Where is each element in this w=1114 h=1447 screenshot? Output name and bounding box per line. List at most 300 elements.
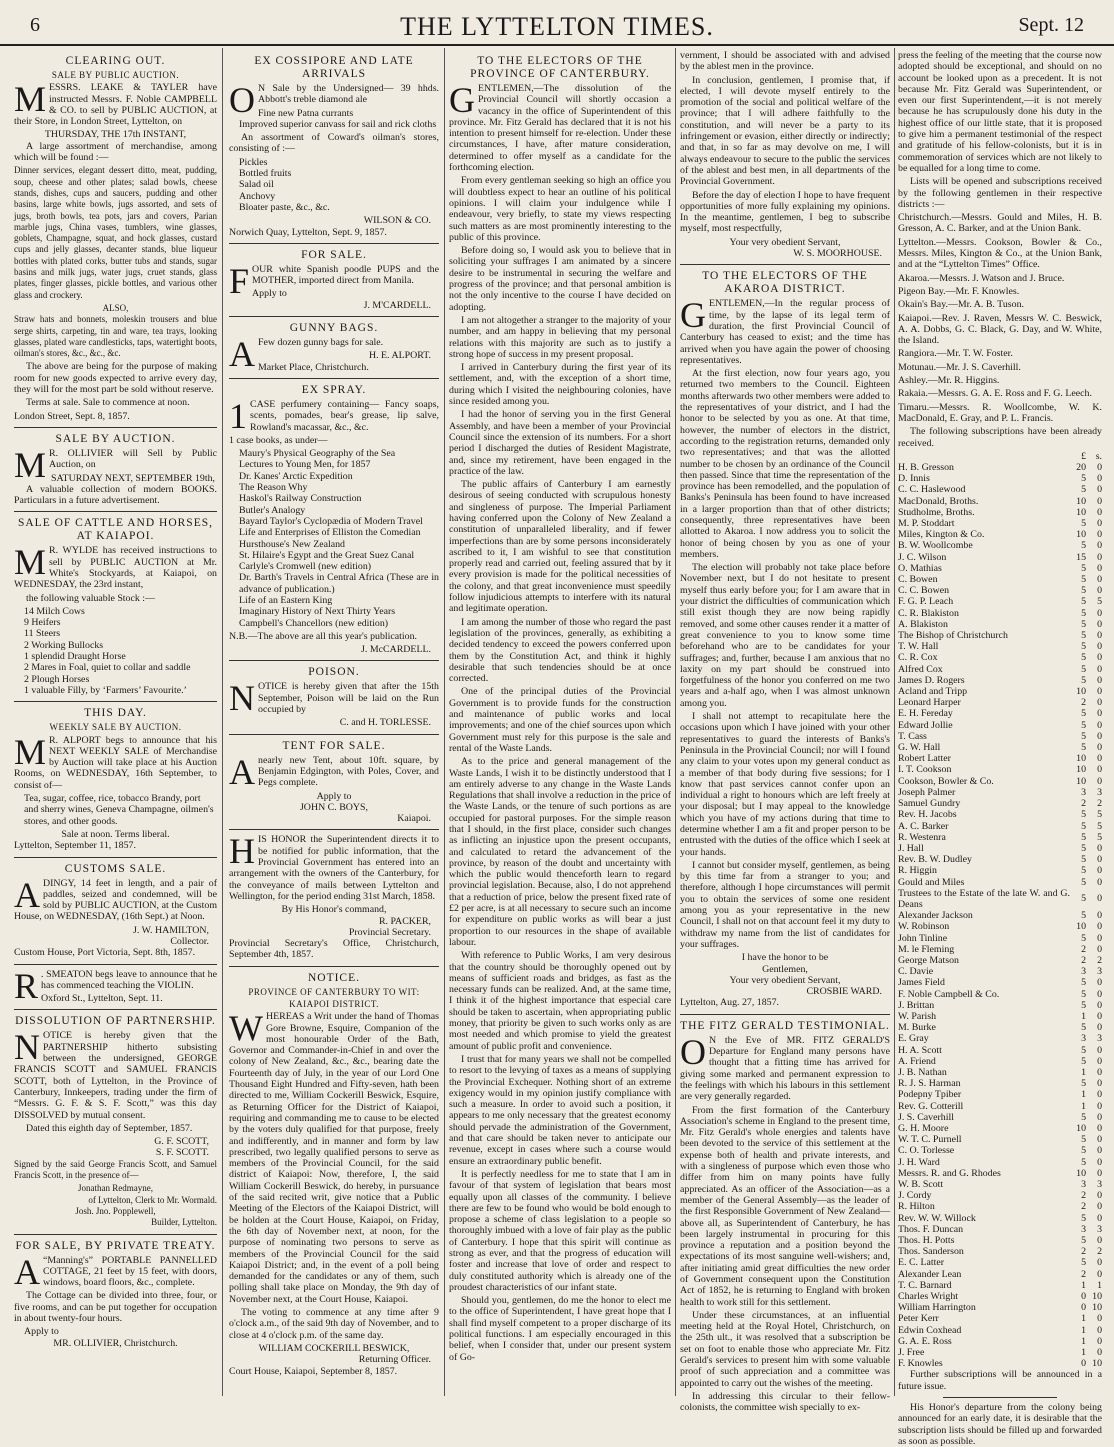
ad-body: nearly new Tent, about 10ft. square, by Benjamin Edgington, with Poles, Cover, and Pegs complete. bbox=[258, 754, 439, 789]
column-rule bbox=[222, 48, 223, 1396]
subscription-pounds: 10 bbox=[1076, 529, 1086, 541]
subscription-shillings: 10 bbox=[1092, 1291, 1102, 1303]
subscription-pounds: 5 bbox=[1081, 607, 1086, 619]
subscription-pounds: 5 bbox=[1081, 988, 1086, 1000]
subscription-name: Edward Jollie bbox=[898, 719, 953, 731]
column-rule bbox=[444, 48, 445, 1396]
ad-text: The Cottage can be divided into three, four, or five rooms, and can be put together for occupation in about twenty-four hours. bbox=[14, 1290, 217, 1325]
subscription-pounds: 5 bbox=[1081, 842, 1086, 854]
ad-by: By His Honor's command, bbox=[281, 904, 387, 916]
list-item: Bayard Taylor's Cyclopædia of Modern Travel bbox=[239, 515, 423, 527]
fitzgerald-testimonial bbox=[680, 1020, 890, 1414]
subscription-name: J. Brittan bbox=[898, 999, 935, 1011]
drop-cap: M bbox=[14, 79, 47, 120]
letter-signature: CROSBIE WARD. bbox=[806, 986, 882, 998]
subscription-shillings: 0 bbox=[1097, 529, 1102, 541]
subscription-name: R. Westenra bbox=[898, 831, 946, 843]
subscription-name: C. C. Bowen bbox=[898, 585, 950, 597]
subscription-name: C. C. Haslewood bbox=[898, 484, 966, 496]
ad-signature-title: Returning Officer. bbox=[358, 1354, 431, 1366]
ad-signature-place: Kaiapoi. bbox=[397, 813, 431, 825]
table-row bbox=[898, 1022, 1102, 1033]
ad-gunny-bags bbox=[229, 322, 439, 373]
letter-moorhouse bbox=[449, 55, 671, 1363]
ad-address: Oxford St., Lyttelton, Sept. 11. bbox=[41, 993, 163, 1005]
subscription-name: C. R. Cox bbox=[898, 652, 938, 664]
subscription-name: C. Davie bbox=[898, 966, 934, 978]
ad-address: Court House, Kaiapoi, September 8, 1857. bbox=[229, 1365, 398, 1377]
subscription-name: Gould and Miles bbox=[898, 876, 965, 888]
subscription-shillings: 0 bbox=[1097, 1212, 1102, 1224]
subscription-pounds: 3 bbox=[1081, 786, 1086, 798]
subscription-shillings: 0 bbox=[1097, 551, 1102, 563]
subscription-name: R. Hilton bbox=[898, 1201, 935, 1213]
testimonial-continued bbox=[898, 50, 1102, 1447]
subscription-name: H. A. Scott bbox=[898, 1044, 942, 1056]
ad-poison bbox=[229, 666, 439, 728]
subscription-shillings: 0 bbox=[1097, 1167, 1102, 1179]
witness-detail: of Lyttelton, Clerk to Mr. Wormald. bbox=[88, 1194, 217, 1205]
subscription-pounds: 20 bbox=[1076, 462, 1086, 473]
subscription-shillings: 0 bbox=[1097, 686, 1102, 698]
table-row bbox=[898, 563, 1102, 574]
subscription-shillings: 0 bbox=[1097, 1145, 1102, 1157]
page-header bbox=[0, 0, 1114, 46]
subscription-name: John Tinline bbox=[898, 932, 948, 944]
ad-subtitle: SALE BY PUBLIC AUCTION. bbox=[51, 70, 180, 80]
ad-kaiapoi-notice bbox=[229, 972, 439, 1377]
subscription-shillings: 0 bbox=[1097, 1078, 1102, 1090]
subscription-name: Samuel Gundry bbox=[898, 798, 961, 810]
subscription-pounds: 5 bbox=[1081, 484, 1086, 496]
divider bbox=[14, 427, 217, 428]
subscription-pounds: 5 bbox=[1081, 473, 1086, 485]
goods-list bbox=[229, 108, 439, 131]
subscription-name: W. T. C. Purnell bbox=[898, 1134, 962, 1146]
subscription-name: I. T. Cookson bbox=[898, 764, 952, 776]
subscription-shillings: 10 bbox=[1092, 1358, 1102, 1370]
table-row bbox=[898, 1033, 1102, 1044]
article-paragraph: From the first formation of the Canterbury Association's scheme in England to the present time, Mr. Fitz Gerald's whole energies and talents have been devoted to the service of this settlement at the expense both of health and private interests, and with a singleness of purpose which even those who differ from him on many points have fully appreciated. As an officer of the Association—as a member of the General Assembly—as the leader of the first Responsible Government of New Zealand—above all, as Superintendent of Canterbury, he has been largely instrumental in procuring for this province a reputation and a position beyond the expectations of its most sanguine well-wishers; and, after initiating amid great difficulties the new order of Government consequent upon the Constitution Act of 1852, he is returning to England with broken health to work still for this settlement. bbox=[680, 1104, 890, 1308]
ad-title: FOR SALE. bbox=[301, 248, 367, 261]
table-row bbox=[898, 832, 1102, 843]
divider bbox=[14, 857, 217, 858]
ad-signature: C. and H. TORLESSE. bbox=[339, 717, 431, 729]
ad-signature: S. F. SCOTT. bbox=[155, 1147, 209, 1159]
table-row bbox=[898, 977, 1102, 988]
ad-body: N Sale by the Undersigned— 39 hhds. Abbott's treble diamond ale bbox=[258, 83, 439, 106]
district-entry: Akaroa.—Messrs. J. Watson and J. Bruce. bbox=[898, 272, 1065, 284]
column-header: s. bbox=[1095, 450, 1102, 462]
district-entry: Timaru.—Messrs. R. Woollcombe, W. K. MacDonald, E. Gray, and P. L. Francis. bbox=[898, 401, 1102, 424]
drop-cap: A bbox=[229, 334, 255, 375]
subscription-pounds: 2 bbox=[1081, 1246, 1086, 1258]
table-row bbox=[898, 518, 1102, 529]
subscription-pounds: 5 bbox=[1081, 742, 1086, 754]
drop-cap: H bbox=[229, 831, 255, 872]
table-row bbox=[898, 1056, 1102, 1067]
subscription-name: T. W. Hall bbox=[898, 641, 939, 653]
subscription-name: G. W. Hall bbox=[898, 742, 941, 754]
district-entry: Ashley.—Mr. R. Higgins. bbox=[898, 375, 1000, 387]
ad-subtitle: PROVINCE OF CANTERBURY TO WIT: bbox=[248, 986, 420, 997]
subscription-shillings: 0 bbox=[1097, 1190, 1102, 1202]
ad-weekly-sale bbox=[14, 707, 217, 851]
table-row bbox=[898, 1067, 1102, 1078]
ad-body: “Manning's” PORTABLE PANNELLED COTTAGE, 21 feet by 15 feet, with doors, windows, board floors, &c., complete. bbox=[43, 1254, 217, 1289]
ad-poodle-pups bbox=[229, 249, 439, 311]
ad-text: A large assortment of merchandise, among which will be found :— bbox=[14, 140, 217, 164]
drop-cap: O bbox=[680, 1031, 706, 1072]
subscription-shillings: 0 bbox=[1097, 697, 1102, 709]
divider bbox=[229, 316, 439, 317]
table-row bbox=[898, 1246, 1102, 1257]
letter-signature: W. S. MOORHOUSE. bbox=[793, 248, 882, 260]
subscription-shillings: 0 bbox=[1097, 1100, 1102, 1112]
subscription-pounds: 1 bbox=[1081, 1324, 1086, 1336]
table-row bbox=[898, 764, 1102, 775]
subscription-shillings: 0 bbox=[1097, 1201, 1102, 1213]
subscription-shillings: 0 bbox=[1097, 562, 1102, 574]
subscription-name: E. Gray bbox=[898, 1033, 929, 1045]
letter-paragraph: I arrived in Canterbury during the first year of its settlement, and, with the exception of a short time, during which I visited the neighbouring colonies, have since resided among you. bbox=[449, 362, 671, 408]
subscription-name: Messrs. R. and G. Rhodes bbox=[898, 1167, 1001, 1179]
subscription-shillings: 0 bbox=[1097, 540, 1102, 552]
letter-moorhouse-continued bbox=[680, 50, 890, 259]
divider bbox=[680, 1014, 890, 1015]
table-row bbox=[898, 507, 1102, 518]
subscription-name: George Matson bbox=[898, 954, 959, 966]
subscription-name: W. Robinson bbox=[898, 921, 950, 933]
ad-goods: Straw hats and bonnets, moleskin trousers and blue serge shirts, carpeting, tin and ware, tea trays, looking glasses, plated ware candlesticks, taps, watertight boots, oilman's stores, &c., &c., &c. bbox=[14, 314, 217, 359]
subscription-shillings: 0 bbox=[1097, 921, 1102, 933]
ad-text: A valuable collection of modern BOOKS. Particulars in a future advertisement. bbox=[14, 483, 217, 507]
district-entry: Rakaia.—Messrs. G. A. E. Ross and F. G. Leech. bbox=[898, 388, 1092, 400]
subscription-name: W. B. Scott bbox=[898, 1179, 944, 1190]
subscription-pounds: 10 bbox=[1076, 686, 1086, 698]
subscription-pounds: 5 bbox=[1081, 977, 1086, 989]
subscription-shillings: 0 bbox=[1097, 1335, 1102, 1347]
ad-sale-by-auction bbox=[14, 433, 217, 506]
subscription-shillings: 0 bbox=[1097, 1044, 1102, 1056]
table-row bbox=[898, 1045, 1102, 1056]
table-row bbox=[898, 1101, 1102, 1112]
list-item: Fine new Patna currants bbox=[258, 107, 354, 119]
ad-tent bbox=[229, 740, 439, 825]
subscription-pounds: 5 bbox=[1081, 518, 1086, 530]
divider bbox=[680, 264, 890, 265]
ad-signature: WILSON & CO. bbox=[363, 215, 431, 227]
divider bbox=[229, 829, 439, 830]
subscription-shillings: 0 bbox=[1097, 1066, 1102, 1078]
column-rule bbox=[894, 48, 895, 1396]
subscription-pounds: 5 bbox=[1081, 630, 1086, 642]
subscription-pounds: 2 bbox=[1081, 697, 1086, 709]
subscription-name: F. G. P. Leach bbox=[898, 596, 954, 608]
district-entry: Motunau.—Mr. J. S. Caverhill. bbox=[898, 361, 1021, 373]
list-item: Life of an Eastern King bbox=[239, 594, 333, 606]
letter-paragraph: One of the principal duties of the Provincial Government is to provide funds for the construction and maintenance of public works and local improvements; and one of the chief sources upon which Government must rely for this purpose is the sale and rental of the Waste Lands. bbox=[449, 686, 671, 754]
ad-date: Dated this eighth day of September, 1857. bbox=[26, 1122, 193, 1134]
subscription-shillings: 0 bbox=[1097, 842, 1102, 854]
table-row bbox=[898, 843, 1102, 854]
table-row bbox=[898, 1201, 1102, 1212]
ad-title: POISON. bbox=[308, 666, 360, 679]
table-row bbox=[898, 462, 1102, 473]
subscription-pounds: 5 bbox=[1081, 652, 1086, 664]
ad-address: Norwich Quay, Lyttelton, Sept. 9, 1857. bbox=[229, 226, 387, 238]
subscription-pounds: 10 bbox=[1076, 506, 1086, 518]
subscriptions-body bbox=[898, 462, 1102, 1369]
drop-cap: N bbox=[229, 678, 255, 719]
subscription-pounds: 5 bbox=[1081, 1111, 1086, 1123]
subscription-name: J. H. Ward bbox=[898, 1156, 940, 1168]
table-row bbox=[898, 641, 1102, 652]
article-paragraph: Lists will be opened and subscriptions received by the following gentlemen in their respective districts :— bbox=[898, 176, 1102, 210]
subscriptions-table bbox=[898, 451, 1102, 1370]
subscription-pounds: 3 bbox=[1081, 1223, 1086, 1235]
subscription-pounds: 0 bbox=[1081, 1291, 1086, 1303]
subscription-shillings: 3 bbox=[1097, 966, 1102, 978]
subscription-shillings: 0 bbox=[1097, 462, 1102, 473]
column-4 bbox=[680, 50, 890, 1414]
table-row bbox=[898, 955, 1102, 966]
table-header-row bbox=[898, 451, 1102, 462]
letter-paragraph: I am not altogether a stranger to the majority of your number, and am happy in believing that my personal relations with this majority are such as to justify a strong hope of success in my present proposal. bbox=[449, 314, 671, 360]
subscription-name: James Field bbox=[898, 977, 945, 989]
ad-signature: WILLIAM COCKERILL BESWICK, bbox=[258, 1342, 410, 1354]
letter-closing: I have the honor to be bbox=[741, 952, 829, 964]
subscription-name: Rev. W. W. Willock bbox=[898, 1212, 976, 1224]
divider bbox=[14, 964, 217, 965]
table-row bbox=[898, 1302, 1102, 1313]
list-item: Pickles bbox=[239, 156, 268, 168]
subscription-pounds: 5 bbox=[1081, 1156, 1086, 1168]
subscription-shillings: 0 bbox=[1097, 1089, 1102, 1101]
subscription-pounds: 5 bbox=[1081, 674, 1086, 686]
subscription-shillings: 0 bbox=[1097, 473, 1102, 485]
ad-title: DISSOLUTION OF PARTNERSHIP. bbox=[15, 1015, 216, 1028]
ad-text: An assortment of Coward's oilman's stores, consisting of :— bbox=[229, 132, 439, 155]
ad-body: OUR white Spanish poodle PUPS and the MOTHER, imported direct from Manila. bbox=[252, 263, 439, 287]
table-row bbox=[898, 1313, 1102, 1324]
divider bbox=[229, 734, 439, 735]
article-paragraph: press the feeling of the meeting that the course now adopted should be exceptional, and should on no account be looked upon as a precedent. It is not because Mr. Fitz Gerald was Superintendent, or even our first Superintendent,—it is not merely because he has scrupulously done his duty in the highest office of our little state, that it is proposed to give him a permanent testimonial of the respect and gratitude of his fellow-colonists, but it is in commemoration of services which are not likely to be equalled for a long time to come. bbox=[898, 50, 1102, 174]
list-item: Anchovy bbox=[239, 190, 276, 202]
column-1 bbox=[14, 50, 217, 1395]
drop-cap: 1 bbox=[229, 395, 247, 436]
table-row bbox=[898, 1269, 1102, 1280]
subscription-shillings: 5 bbox=[1097, 809, 1102, 821]
letter-paragraph: I shall not attempt to recapitulate here the occasions upon which I have joined with your other representatives to guard the interests of Banks's Peninsula in the Provincial Council; nor will I found any claim to your votes upon my general conduct as a member of that body during five sessions; for I know that past services cannot confer upon an individual a right to honours which are left freely at your disposal; but I may appeal to the knowledge which you have of my actions during that time to determine whether I am a fit and proper person to be entrusted with the duties of the office which I seek at your hands. bbox=[680, 711, 890, 858]
table-row bbox=[898, 1089, 1102, 1100]
table-row bbox=[898, 1123, 1102, 1134]
ad-address: London Street, Sept. 8, 1857. bbox=[14, 410, 130, 422]
ad-title: EX SPRAY. bbox=[301, 383, 367, 396]
subscription-shillings: 0 bbox=[1097, 764, 1102, 776]
subscription-name: A. C. Barker bbox=[898, 820, 949, 832]
subscription-pounds: 5 bbox=[1081, 910, 1086, 922]
table-row bbox=[898, 787, 1102, 798]
ad-body: R. WYLDE has received instructions to sell by PUBLIC AUCTION at Mr. White's Stockyards, at Kaiapoi, on WEDNESDAY, the 23rd instant, bbox=[14, 545, 217, 591]
subscription-pounds: 5 bbox=[1081, 574, 1086, 586]
letter-paragraph: Should you, gentlemen, do me the honor to elect me to the office of Superintendent, I have great hope that I shall find myself competent to a proper discharge of its political functions. I am especially encouraged in this belief, when I consider that, under our present system of Go- bbox=[449, 1295, 671, 1363]
ad-title: TENT FOR SALE. bbox=[282, 739, 386, 752]
drop-cap: G bbox=[680, 295, 706, 336]
ad-title: FOR SALE, BY PRIVATE TREATY. bbox=[15, 1239, 216, 1252]
table-row bbox=[898, 1280, 1102, 1291]
subscription-name: O. Mathias bbox=[898, 562, 942, 574]
table-row bbox=[898, 664, 1102, 675]
subscription-shillings: 0 bbox=[1097, 1257, 1102, 1269]
list-item: Butler's Analogy bbox=[239, 504, 306, 516]
divider bbox=[14, 1234, 217, 1235]
goods-list bbox=[229, 157, 439, 213]
list-item: Lectures to Young Men, for 1857 bbox=[239, 459, 371, 471]
subscription-shillings: 0 bbox=[1097, 1111, 1102, 1123]
table-row bbox=[898, 708, 1102, 719]
list-item: Improved superior canvass for sail and rick cloths bbox=[239, 118, 437, 130]
ad-body: R. OLLIVIER will Sell by Public Auction, on bbox=[49, 447, 217, 471]
subscription-shillings: 0 bbox=[1097, 932, 1102, 944]
article-paragraph: Under these circumstances, at an influential meeting held at the Royal Hotel, Christchurch, on the 25th ult., it was resolved that a subscription be set on foot to enable those who appreciate Mr. Fitz Gerald's services to present him with some valuable proof of such appreciation and a committee was appointed to carry out the wishes of the meeting. bbox=[680, 1309, 890, 1389]
subscription-shillings: 0 bbox=[1097, 1055, 1102, 1067]
table-row bbox=[898, 574, 1102, 585]
list-item: The Reason Why bbox=[239, 482, 308, 494]
subscription-shillings: 0 bbox=[1097, 708, 1102, 720]
table-row bbox=[898, 1224, 1102, 1235]
ad-signature-title: Provincial Secretary. bbox=[348, 926, 431, 938]
subscription-pounds: 5 bbox=[1081, 1145, 1086, 1157]
subscription-pounds: 1 bbox=[1081, 1010, 1086, 1022]
column-2 bbox=[229, 50, 439, 1395]
list-item: 14 Milch Cows bbox=[24, 605, 85, 617]
subscription-name: Studholme, Broths. bbox=[898, 506, 975, 518]
subscription-pounds: 5 bbox=[1081, 831, 1086, 843]
list-item: Campbell's Chancellors (new edition) bbox=[239, 617, 389, 629]
table-row bbox=[898, 608, 1102, 619]
subscription-pounds: 5 bbox=[1081, 585, 1086, 597]
list-item: Maury's Physical Geography of the Sea bbox=[239, 448, 396, 460]
subscription-shillings: 0 bbox=[1097, 585, 1102, 597]
subscription-pounds: 5 bbox=[1081, 618, 1086, 630]
subscription-name: Podepny Tpiber bbox=[898, 1089, 962, 1101]
list-item: Salad oil bbox=[239, 179, 274, 191]
subscription-name: R. Higgin bbox=[898, 865, 937, 877]
list-item: Bottled fruits bbox=[239, 168, 292, 180]
ad-title: GUNNY BAGS. bbox=[289, 322, 379, 335]
subscription-name: D. Innis bbox=[898, 473, 930, 485]
list-item: 11 Steers bbox=[24, 628, 61, 640]
table-row bbox=[898, 1134, 1102, 1145]
subscription-shillings: 0 bbox=[1097, 1235, 1102, 1247]
ad-text: the following valuable Stock :— bbox=[26, 592, 155, 604]
ad-terms: Sale at noon. Terms liberal. bbox=[61, 828, 170, 840]
subscription-name: R. J. S. Harman bbox=[898, 1078, 961, 1090]
table-row bbox=[898, 552, 1102, 563]
letter-paragraph: From every gentleman seeking so high an office you will doubtless expect to hear an outline of his political opinions. I will claim your indulgence while I endeavour, very briefly, to state my views respecting such matters as are most prominently interesting to the public of this province. bbox=[449, 175, 671, 243]
list-item: 9 Heifers bbox=[24, 617, 61, 629]
subscription-pounds: 5 bbox=[1081, 854, 1086, 866]
table-row bbox=[898, 910, 1102, 921]
table-row bbox=[898, 921, 1102, 932]
ad-date: SATURDAY NEXT, SEPTEMBER 19th, bbox=[51, 472, 215, 484]
ad-body: DINGY, 14 feet in length, and a pair of paddles, seized and condemned, will be sold by PUBLIC AUCTION, at the Custom House, on WEDNESDAY, (16th Sept.) at Noon. bbox=[14, 877, 217, 923]
letter-paragraph: At the first election, now four years ago, you returned two members to the Council. Eighteen months afterwards two other members were added to the representatives of your district, and I had the honor to be selected by you as one. At that time, however, the number of electors in the district, according to the registration returns, demanded only two representatives; and that was the allotted number to be chosen by an ordinance of the Council then passed. Since that time the representation of the province has been remodelled, and the population of Banks's Peninsula has been found to have increased in a larger proportion than that of other districts; consequently, three representatives have been allotted to Akaroa. I now address you to solicit the honor of being chosen by you as one of your members. bbox=[680, 368, 890, 560]
ad-body: IS HONOR the Superintendent directs it to be notified for public information, that the Provincial Government has entered into an arrangement with the owners of the Canterbury, for the conveyance of mails between Lyttelton and Wellington, for the period ending 31st March, 1858. bbox=[229, 834, 439, 902]
subscription-shillings: 1 bbox=[1097, 1279, 1102, 1291]
newspaper-title: THE LYTTELTON TIMES. bbox=[400, 12, 714, 41]
subscription-shillings: 0 bbox=[1097, 742, 1102, 754]
list-item: Bloater paste, &c., &c. bbox=[239, 201, 330, 213]
subscription-name: J. Cordy bbox=[898, 1190, 932, 1202]
subscription-shillings: 0 bbox=[1097, 1022, 1102, 1034]
table-row bbox=[898, 944, 1102, 955]
table-row bbox=[898, 596, 1102, 607]
ad-signature: MR. OLLIVIER, Christchurch. bbox=[53, 1337, 178, 1349]
drop-cap: A bbox=[14, 874, 40, 915]
ad-body: R. ALPORT begs to announce that his NEXT WEEKLY SALE of Merchandise by Auction will take place at his Auction Rooms, on WEDNESDAY, 16th September, to consist of— bbox=[14, 734, 217, 791]
list-item: Haskol's Railway Construction bbox=[239, 493, 362, 505]
letter-paragraph: I cannot but consider myself, gentlemen, as being by this time far from a stranger to you; and therefore, although I hope circumstances will permit you to obtain the services of some one resident among you as your representative in the new Council, I shall not on that account feel it my duty to withdraw my name from the list of candidates for your suffrages. bbox=[680, 859, 890, 950]
table-row bbox=[898, 697, 1102, 708]
subscription-name: Alfred Cox bbox=[898, 663, 943, 675]
subscription-shillings: 2 bbox=[1097, 798, 1102, 810]
table-row bbox=[898, 1213, 1102, 1224]
letter-paragraph: As to the price and general management of the Waste Lands, I wish it to be distinctly understood that I am entirely adverse to any change in the Waste Lands Regulations that shall involve a reduction in the price of the Waste Lands, or the tenure of such portions as are occupied for pastoral purposes. For the simple reason that I should, in the first place, consider such changes as inflicting an injustice upon the present occupants, and calculated to retard the advancement of the province, by reason of the doubt and uncertainty with which the public would thenceforth learn to regard provincial legislation. Because, also, I do not apprehend that a reduction of price, below the present fixed rate of £2 per acre, is at all necessary to secure such an income for expenditure on public works as will bear a just proportion to our resources in the shape of available labour. bbox=[449, 756, 671, 948]
ad-dissolution bbox=[14, 1015, 217, 1228]
subscription-pounds: 5 bbox=[1081, 809, 1086, 821]
ad-witness: Signed by the said George Francis Scott, and Samuel Francis Scott, in the presence of— bbox=[14, 1158, 217, 1181]
divider bbox=[229, 243, 439, 244]
list-item: 2 Working Bullocks bbox=[24, 639, 104, 651]
subscription-shillings: 0 bbox=[1097, 876, 1102, 888]
subscription-shillings: 0 bbox=[1097, 719, 1102, 731]
page-number: 6 bbox=[30, 14, 40, 36]
letter-closing: Your very obedient Servant, bbox=[729, 974, 841, 986]
table-row bbox=[898, 1112, 1102, 1123]
subscription-pounds: 5 bbox=[1081, 1078, 1086, 1090]
subscription-shillings: 0 bbox=[1097, 618, 1102, 630]
subscription-pounds: 10 bbox=[1076, 764, 1086, 776]
ad-violin bbox=[14, 965, 217, 1006]
ad-title: CLEARING OUT. bbox=[65, 55, 166, 67]
ad-goods: Dinner services, elegant dessert ditto, meat, pudding, soup, cheese and other plates; salad bowls, cheese stands, dishes, cups and saucers, pudding and other basins, large white bowls, jugs assorted, and sets of jugs, broth bowls, tea pots, jars and covers, Parian marble jugs, China vases, tumblers, wine glasses, goblets, Champagne, squat, and hock glasses, custard cups and jelly glasses, decanter stands, blue liqueur bottles with plated corks, butter tubs and stands, sugar basins and milk jugs, water jugs, cruet stands, glass plates, finger glasses, pickle bottles, and various other glass and crockery. bbox=[14, 165, 217, 300]
subscription-shillings: 0 bbox=[1097, 1010, 1102, 1022]
ad-date: THURSDAY, THE 17th INSTANT, bbox=[44, 129, 187, 141]
table-row bbox=[898, 1011, 1102, 1022]
divider bbox=[229, 660, 439, 661]
subscription-shillings: 3 bbox=[1097, 786, 1102, 798]
article-paragraph: N the Eve of MR. FITZ GERALD'S Departure for England many persons have thought that a fitting time has arrived for giving some marked and permanent expression to the feelings with which his labours in this settlement are very generally regarded. bbox=[680, 1034, 890, 1103]
ad-text: The voting to commence at any time after 9 o'clock a.m., of the said 9th day of November, and to close at 4 o'clock p.m. of the same day. bbox=[229, 1307, 439, 1341]
letter-paragraph: With reference to Public Works, I am very desirous that the country should be thoroughly opened out by means of sufficient roads and bridges, as fast as the necessary funds can be realized. And, at the same time, I think it of the highest importance that especial care should be taken to ascertain, when appropriating public money, that priority be given to such works only as are most needed and which promise to yield the greatest amount of public profit and convenience. bbox=[449, 950, 671, 1052]
table-row bbox=[898, 1179, 1102, 1190]
table-row bbox=[898, 619, 1102, 630]
subscription-pounds: 10 bbox=[1076, 1122, 1086, 1134]
ad-signature: G. F. SCOTT, bbox=[154, 1136, 209, 1148]
subscription-pounds: 5 bbox=[1081, 663, 1086, 675]
subscription-name: J. C. Wilson bbox=[898, 551, 947, 563]
subscription-name: B. W. Woollcombe bbox=[898, 540, 973, 552]
subscription-shillings: 0 bbox=[1097, 775, 1102, 787]
table-row bbox=[898, 821, 1102, 832]
subscription-name: A. Blakiston bbox=[898, 618, 948, 630]
ad-body: ESSRS. LEAKE & TAYLER have instructed Messrs. F. Noble CAMPBELL & CO. to sell by PUBLIC AUCTION, at their Store, in London Street, Lyttelton, on bbox=[14, 82, 217, 128]
ad-address: Lyttelton, September 11, 1857. bbox=[14, 840, 136, 852]
subscription-pounds: 5 bbox=[1081, 708, 1086, 720]
subscription-pounds: 5 bbox=[1081, 893, 1086, 905]
